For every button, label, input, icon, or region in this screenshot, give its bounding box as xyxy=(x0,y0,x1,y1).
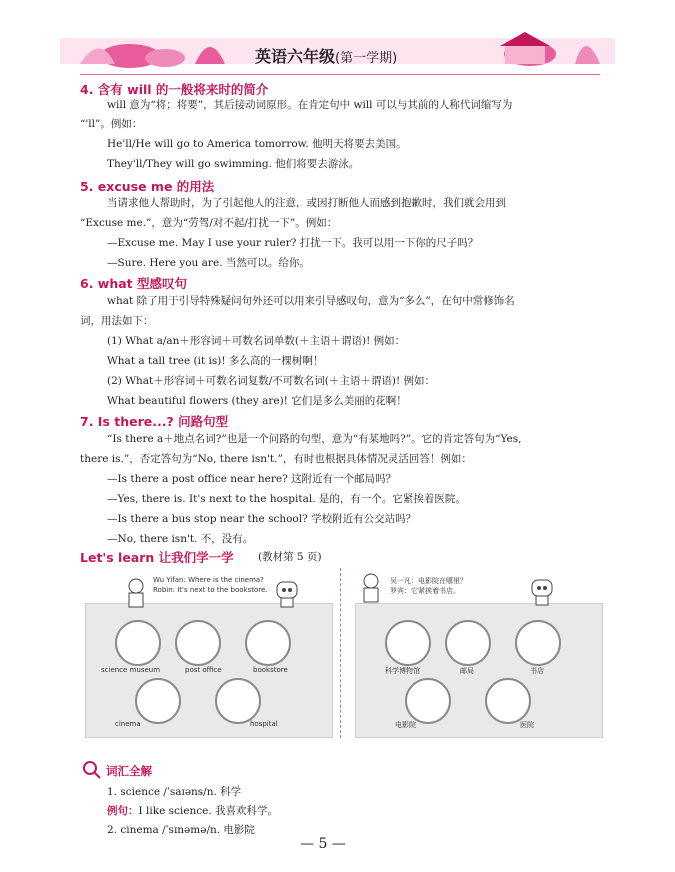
learn-title: Let's learn 让我们学一学 xyxy=(80,550,234,565)
section-heading: 5. excuse me 的用法 xyxy=(80,179,215,194)
place-hospital xyxy=(215,678,261,724)
text-line: What beautiful flowers (they are)! 它们是多么美丽的花啊！ xyxy=(107,395,407,407)
character-boy-icon xyxy=(360,573,382,607)
place-label: post office xyxy=(185,666,222,674)
section-heading: 4. 含有 will 的一般将来时的简介 xyxy=(80,82,269,97)
dialog-line: 罗宾：它紧挨着书店。 xyxy=(390,587,460,595)
text-line: —No, there isn't. 不，没有。 xyxy=(107,533,254,545)
page-number: — 5 — xyxy=(300,836,346,852)
example-label: 例句： xyxy=(107,805,139,817)
text-line: 当请求他人帮助时，为了引起他人的注意，或因打断他人而感到抱歉时，我们就会用到 xyxy=(107,197,506,209)
place-science-museum xyxy=(115,620,161,666)
text-line: 词，用法如下： xyxy=(80,315,154,327)
text-line: “Excuse me.”，意为“劳驾/对不起/打扰一下”。例如： xyxy=(80,217,338,229)
magnifier-icon xyxy=(82,760,102,784)
place-label: 电影院 xyxy=(395,721,416,729)
dialog-line: Robin: It's next to the bookstore. xyxy=(153,586,268,594)
panel-divider xyxy=(340,568,341,738)
page-title: 英语六年级(第一学期) xyxy=(255,47,398,66)
text-line: (2) What＋形容词＋可数名词复数/不可数名词(＋主语＋谓语)! 例如： xyxy=(107,375,436,387)
vocab-title: 词汇全解 xyxy=(106,764,152,778)
place-cinema xyxy=(135,678,181,724)
text-line: will 意为“将；将要”，其后接动词原形。在肯定句中 will 可以与其前的人称代词缩写为 xyxy=(107,99,513,111)
text-line: what 除了用于引导特殊疑问句外还可以用来引导感叹句，意为“多么”，在句中常修饰名 xyxy=(107,295,515,307)
place-post-office xyxy=(175,620,221,666)
header-rule xyxy=(80,74,600,75)
place-cinema xyxy=(405,678,451,724)
text-line: “Is there a＋地点名词?”也是一个问路的句型，意为“有某地吗?”。它的肯定答句为“Yes, xyxy=(107,433,522,445)
place-bookstore xyxy=(515,620,561,666)
illustration-right xyxy=(355,568,603,738)
place-label: 邮局 xyxy=(460,667,474,675)
robot-icon xyxy=(530,578,554,610)
place-label: hospital xyxy=(250,720,278,728)
vocab-item: 1. science /ˈsaɪəns/n. 科学 xyxy=(107,786,242,798)
text-line: They'll/They will go swimming. 他们将要去游泳。 xyxy=(107,158,360,170)
text-line: —Yes, there is. It's next to the hospital. 是的，有一个。它紧挨着医院。 xyxy=(107,493,466,505)
place-label: cinema xyxy=(115,720,141,728)
vocab-example xyxy=(107,804,278,818)
dialog-line: 吴一凡：电影院在哪里？ xyxy=(390,577,467,585)
text-line: He'll/He will go to America tomorrow. 他明天将要去美国。 xyxy=(107,138,407,150)
place-label: 医院 xyxy=(520,721,534,729)
text-line: “'ll”。例如： xyxy=(80,118,143,130)
place-bookstore xyxy=(245,620,291,666)
text-line: —Is there a bus stop near the school? 学校附近有公交站吗？ xyxy=(107,513,417,525)
place-label: bookstore xyxy=(253,666,288,674)
dialog-line: Wu Yifan: Where is the cinema? xyxy=(153,576,264,584)
place-label: science museum xyxy=(101,666,161,674)
text-line: —Is there a post office near here? 这附近有一个邮局吗？ xyxy=(107,473,397,485)
vocab-item: 2. cinema /ˈsɪnəmə/n. 电影院 xyxy=(107,824,255,836)
learn-ref: (教材第 5 页) xyxy=(258,551,322,563)
text-line: —Excuse me. May I use your ruler? 打扰一下。我可以用一下你的尺子吗？ xyxy=(107,237,479,249)
place-label: 科学博物馆 xyxy=(385,667,420,675)
robot-icon xyxy=(275,580,299,612)
section-heading: 6. what 型感叹句 xyxy=(80,276,188,291)
illustration-left xyxy=(85,568,333,738)
section-heading: 7. Is there...? 问路句型 xyxy=(80,414,229,429)
place-science-museum xyxy=(385,620,431,666)
example-text: I like science. 我喜欢科学。 xyxy=(138,805,278,817)
character-boy-icon xyxy=(125,578,147,612)
place-post-office xyxy=(445,620,491,666)
text-line: What a tall tree (it is)! 多么高的一棵树啊！ xyxy=(107,355,324,367)
place-hospital xyxy=(485,678,531,724)
text-line: (1) What a/an＋形容词＋可数名词单数(＋主语＋谓语)! 例如： xyxy=(107,335,406,347)
place-label: 书店 xyxy=(530,667,544,675)
text-line: —Sure. Here you are. 当然可以。给你。 xyxy=(107,257,310,269)
text-line: there is.”，否定答句为“No, there isn't.”，有时也根据具体情况灵活回答！例如： xyxy=(80,453,472,465)
